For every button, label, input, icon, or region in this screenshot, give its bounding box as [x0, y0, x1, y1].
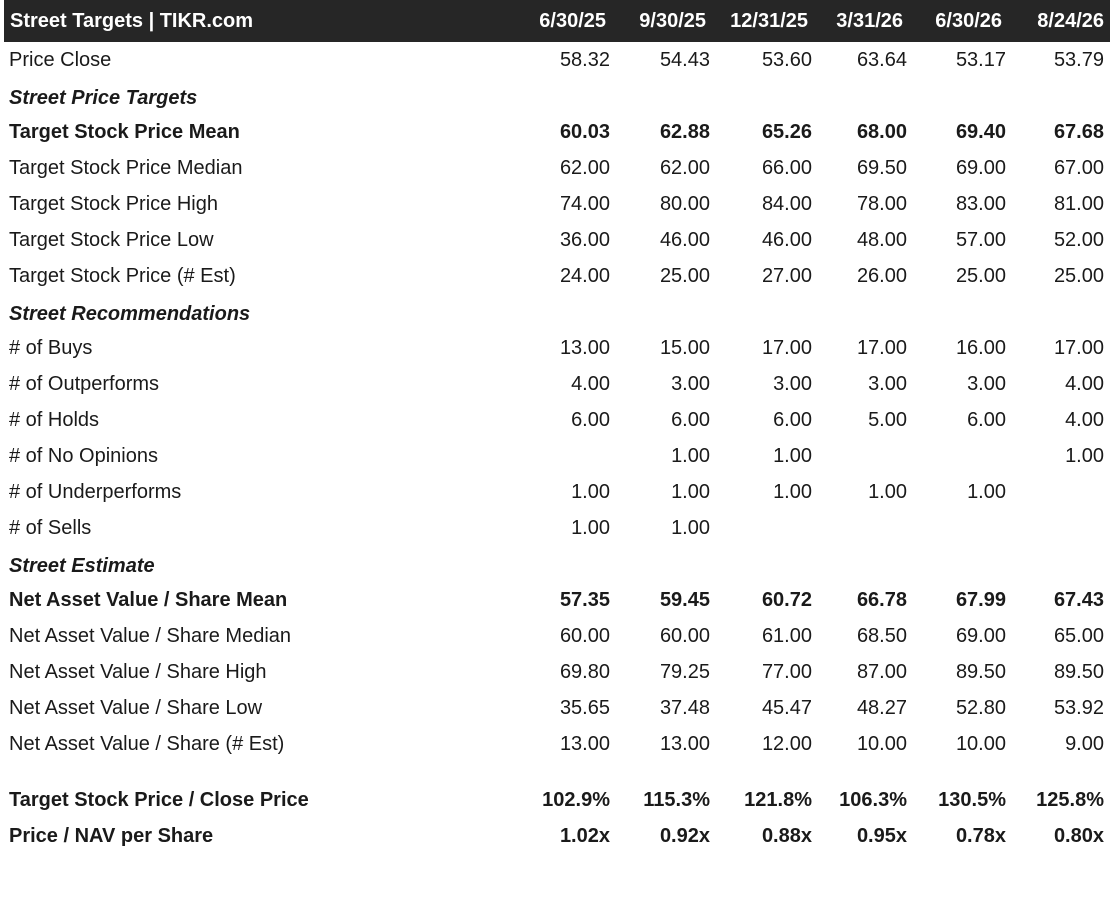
table-cell: 13.00	[559, 732, 610, 755]
table-cell: 67.00	[1053, 156, 1104, 179]
table-cell: 15.00	[659, 336, 710, 359]
table-row	[0, 366, 1114, 402]
section-heading-estimates	[0, 546, 1114, 582]
table-cell: 46.00	[659, 228, 710, 251]
table-cell: 53.17	[955, 48, 1006, 71]
row-label: Net Asset Value / Share Median	[9, 624, 292, 647]
table-cell: 60.72	[761, 588, 812, 611]
table-cell: 65.26	[761, 120, 812, 143]
table-cell: 77.00	[761, 660, 812, 683]
row-label: # of Outperforms	[9, 372, 160, 395]
table-cell: 13.00	[559, 336, 610, 359]
table-cell: 3.00	[868, 372, 907, 395]
row-label: Target Stock Price Mean	[9, 120, 240, 143]
table-cell: 35.65	[559, 696, 610, 719]
row-label: Net Asset Value / Share High	[9, 660, 267, 683]
row-label: Target Stock Price (# Est)	[9, 264, 236, 287]
table-row	[0, 510, 1114, 546]
table-row	[0, 258, 1114, 294]
table-cell: 67.99	[955, 588, 1006, 611]
table-row	[0, 818, 1114, 854]
table-cell: 4.00	[1065, 372, 1104, 395]
table-cell: 67.68	[1053, 120, 1104, 143]
table-cell: 68.50	[856, 624, 907, 647]
table-cell: 62.00	[659, 156, 710, 179]
table-cell: 36.00	[559, 228, 610, 251]
table-cell: 68.00	[856, 120, 907, 143]
table-cell: 130.5%	[938, 788, 1006, 811]
table-cell: 6.00	[571, 408, 610, 431]
table-cell: 1.00	[671, 480, 710, 503]
table-cell: 10.00	[856, 732, 907, 755]
table-cell: 69.00	[955, 156, 1006, 179]
table-cell: 45.47	[761, 696, 812, 719]
table-cell: 52.00	[1053, 228, 1104, 251]
row-label: Price Close	[9, 48, 112, 71]
table-cell: 4.00	[571, 372, 610, 395]
table-row	[0, 186, 1114, 222]
table-cell: 60.03	[559, 120, 610, 143]
table-cell: 6.00	[773, 408, 812, 431]
table-cell: 37.48	[659, 696, 710, 719]
column-header: 9/30/25	[639, 9, 706, 32]
table-cell: 67.43	[1053, 588, 1104, 611]
table-cell: 1.00	[671, 444, 710, 467]
table-cell: 60.00	[559, 624, 610, 647]
row-label: # of Buys	[9, 336, 93, 359]
table-cell: 87.00	[856, 660, 907, 683]
table-row	[0, 690, 1114, 726]
table-row-price-close	[0, 42, 1114, 78]
table-cell: 17.00	[1053, 336, 1104, 359]
table-cell: 0.88x	[761, 824, 812, 847]
table-cell: 27.00	[761, 264, 812, 287]
table-cell: 10.00	[955, 732, 1006, 755]
row-label: # of No Opinions	[9, 444, 158, 467]
table-cell: 53.60	[761, 48, 812, 71]
table-cell: 3.00	[967, 372, 1006, 395]
table-row	[0, 582, 1114, 618]
table-cell: 25.00	[955, 264, 1006, 287]
table-cell: 1.02x	[559, 824, 610, 847]
table-row	[0, 402, 1114, 438]
table-cell: 5.00	[868, 408, 907, 431]
table-cell: 46.00	[761, 228, 812, 251]
table-row	[0, 726, 1114, 762]
table-cell: 48.00	[856, 228, 907, 251]
row-label: # of Holds	[9, 408, 100, 431]
section-heading-recommendations	[0, 294, 1114, 330]
table-cell: 1.00	[967, 480, 1006, 503]
table-cell: 115.3%	[643, 788, 710, 811]
table-cell: 80.00	[659, 192, 710, 215]
table-cell: 3.00	[671, 372, 710, 395]
table-cell: 69.00	[955, 624, 1006, 647]
row-label: Target Stock Price / Close Price	[9, 788, 309, 811]
table-cell: 1.00	[868, 480, 907, 503]
table-cell: 89.50	[955, 660, 1006, 683]
table-cell: 9.00	[1065, 732, 1104, 755]
table-cell: 53.79	[1053, 48, 1104, 71]
table-cell: 89.50	[1053, 660, 1104, 683]
table-cell: 125.8%	[1036, 788, 1104, 811]
table-cell: 69.50	[856, 156, 907, 179]
table-cell: 66.00	[761, 156, 812, 179]
table-row	[0, 438, 1114, 474]
table-cell: 62.00	[559, 156, 610, 179]
table-cell: 66.78	[856, 588, 907, 611]
table-row	[0, 782, 1114, 818]
table-cell: 0.80x	[1053, 824, 1104, 847]
table-cell: 1.00	[773, 480, 812, 503]
table-cell: 60.00	[659, 624, 710, 647]
row-label: Target Stock Price Low	[9, 228, 214, 251]
column-header: 12/31/25	[730, 9, 808, 32]
table-cell: 1.00	[773, 444, 812, 467]
row-label: Net Asset Value / Share Low	[9, 696, 263, 719]
table-cell: 4.00	[1065, 408, 1104, 431]
spacer	[0, 762, 1114, 782]
table-row	[0, 150, 1114, 186]
table-cell: 79.25	[659, 660, 710, 683]
table-cell: 3.00	[773, 372, 812, 395]
table-cell: 12.00	[761, 732, 812, 755]
table-cell: 62.88	[659, 120, 710, 143]
row-label: # of Underperforms	[9, 480, 182, 503]
table-cell: 0.78x	[955, 824, 1006, 847]
table-cell: 81.00	[1053, 192, 1104, 215]
table-title: Street Targets | TIKR.com	[10, 9, 254, 32]
section-label: Street Estimate	[9, 554, 155, 577]
table-cell: 84.00	[761, 192, 812, 215]
table-cell: 83.00	[955, 192, 1006, 215]
table-row	[0, 114, 1114, 150]
row-label: # of Sells	[9, 516, 92, 539]
row-label: Target Stock Price High	[9, 192, 218, 215]
table-cell: 1.00	[571, 480, 610, 503]
table-row	[0, 222, 1114, 258]
table-cell: 17.00	[856, 336, 907, 359]
row-label: Target Stock Price Median	[9, 156, 243, 179]
table-cell: 53.92	[1053, 696, 1104, 719]
table-cell: 102.9%	[542, 788, 610, 811]
column-header: 6/30/25	[539, 9, 606, 32]
table-cell: 106.3%	[839, 788, 907, 811]
table-cell: 13.00	[659, 732, 710, 755]
table-row	[0, 654, 1114, 690]
table-cell: 26.00	[856, 264, 907, 287]
table-cell: 0.92x	[659, 824, 710, 847]
table-cell: 1.00	[571, 516, 610, 539]
table-cell: 48.27	[856, 696, 907, 719]
table-cell: 54.43	[659, 48, 710, 71]
table-cell: 57.35	[559, 588, 610, 611]
table-cell: 121.8%	[744, 788, 812, 811]
table-cell: 63.64	[856, 48, 907, 71]
table-row	[0, 330, 1114, 366]
section-label: Street Recommendations	[9, 302, 251, 325]
table-cell: 61.00	[761, 624, 812, 647]
table-cell: 0.95x	[856, 824, 907, 847]
table-cell: 52.80	[955, 696, 1006, 719]
table-cell: 1.00	[1065, 444, 1104, 467]
table-cell: 78.00	[856, 192, 907, 215]
table-cell: 6.00	[671, 408, 710, 431]
table-cell: 58.32	[559, 48, 610, 71]
table-cell: 69.80	[559, 660, 610, 683]
table-cell: 25.00	[659, 264, 710, 287]
table-cell: 6.00	[967, 408, 1006, 431]
table-cell: 24.00	[559, 264, 610, 287]
section-label: Street Price Targets	[9, 86, 198, 109]
table-cell: 59.45	[659, 588, 710, 611]
column-header: 6/30/26	[935, 9, 1002, 32]
table-cell: 74.00	[559, 192, 610, 215]
table-cell: 65.00	[1053, 624, 1104, 647]
table-cell: 17.00	[761, 336, 812, 359]
column-header: 3/31/26	[836, 9, 903, 32]
table-cell: 25.00	[1053, 264, 1104, 287]
table-cell: 57.00	[955, 228, 1006, 251]
row-label: Net Asset Value / Share (# Est)	[9, 732, 285, 755]
table-cell: 69.40	[955, 120, 1006, 143]
column-header: 8/24/26	[1037, 9, 1104, 32]
row-label: Net Asset Value / Share Mean	[9, 588, 288, 611]
row-label: Price / NAV per Share	[9, 824, 214, 847]
table-row	[0, 618, 1114, 654]
section-heading-price-targets	[0, 78, 1114, 114]
table-cell: 16.00	[955, 336, 1006, 359]
table-header	[4, 0, 1110, 42]
table-row	[0, 474, 1114, 510]
table-cell: 1.00	[671, 516, 710, 539]
